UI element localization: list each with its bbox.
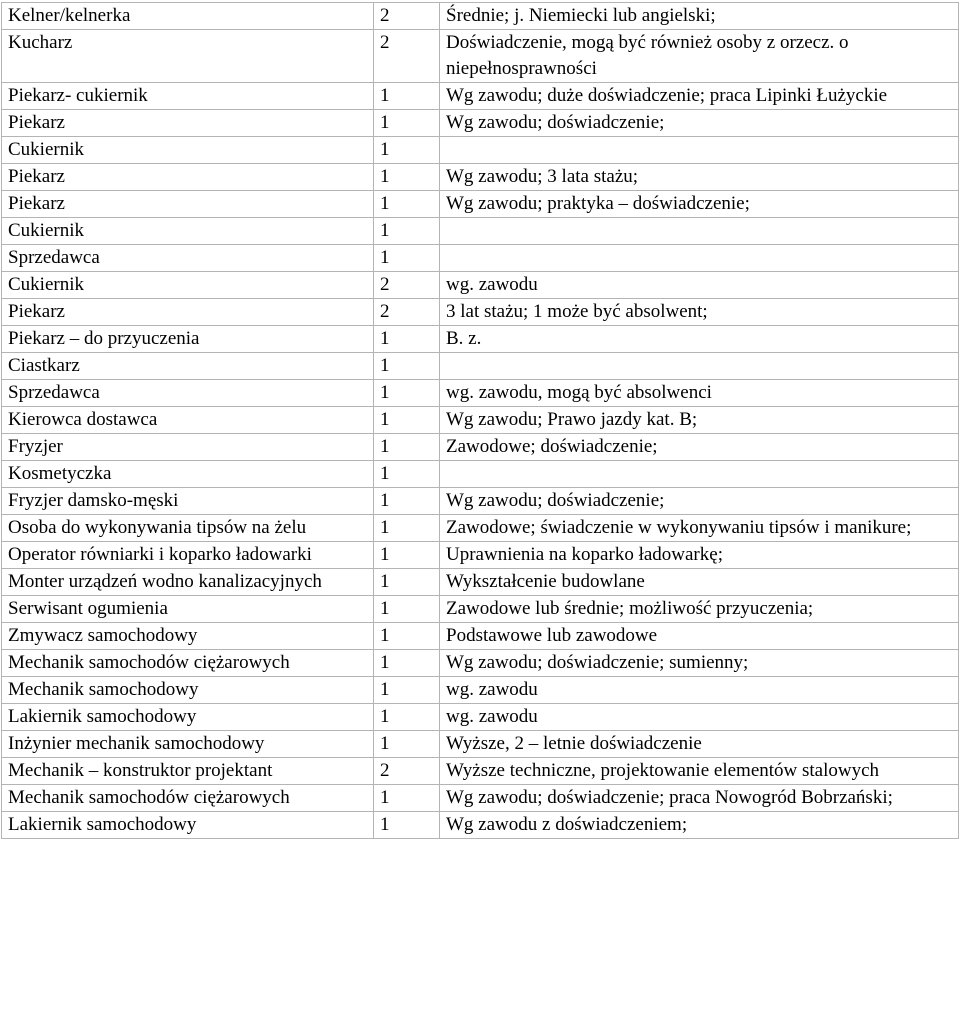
- count-cell: 2: [374, 272, 440, 299]
- count-cell: 1: [374, 83, 440, 110]
- table-row: [2, 83, 959, 110]
- position-cell: Mechanik samochodowy: [2, 677, 374, 704]
- table-row: [2, 569, 959, 596]
- count-cell: 1: [374, 569, 440, 596]
- count-cell: 2: [374, 3, 440, 30]
- count-cell: 1: [374, 164, 440, 191]
- requirements-cell: wg. zawodu: [440, 272, 959, 299]
- requirements-cell: [440, 245, 959, 272]
- requirements-cell: Wg zawodu; doświadczenie; praca Nowogród Bobrzański;: [440, 785, 959, 812]
- count-cell: 2: [374, 758, 440, 785]
- position-cell: Ciastkarz: [2, 353, 374, 380]
- count-cell: 1: [374, 218, 440, 245]
- requirements-cell: Podstawowe lub zawodowe: [440, 623, 959, 650]
- count-cell: 1: [374, 596, 440, 623]
- requirements-cell: Wg zawodu; doświadczenie;: [440, 110, 959, 137]
- position-cell: Mechanik samochodów ciężarowych: [2, 650, 374, 677]
- table-row: [2, 434, 959, 461]
- requirements-cell: wg. zawodu: [440, 704, 959, 731]
- requirements-cell: [440, 218, 959, 245]
- table-row: [2, 299, 959, 326]
- position-cell: Cukiernik: [2, 218, 374, 245]
- count-cell: 1: [374, 245, 440, 272]
- requirements-cell: Wg zawodu; 3 lata stażu;: [440, 164, 959, 191]
- count-cell: 2: [374, 299, 440, 326]
- count-cell: 1: [374, 785, 440, 812]
- requirements-cell: Wg zawodu; Prawo jazdy kat. B;: [440, 407, 959, 434]
- position-cell: Serwisant ogumienia: [2, 596, 374, 623]
- table-row: [2, 677, 959, 704]
- requirements-cell: Średnie; j. Niemiecki lub angielski;: [440, 3, 959, 30]
- count-cell: 2: [374, 30, 440, 83]
- position-cell: Osoba do wykonywania tipsów na żelu: [2, 515, 374, 542]
- requirements-cell: Zawodowe; doświadczenie;: [440, 434, 959, 461]
- requirements-cell: Wyższe, 2 – letnie doświadczenie: [440, 731, 959, 758]
- position-cell: Piekarz: [2, 164, 374, 191]
- requirements-cell: Wg zawodu; doświadczenie;: [440, 488, 959, 515]
- requirements-cell: Zawodowe; świadczenie w wykonywaniu tipsów i manikure;: [440, 515, 959, 542]
- table-row: [2, 407, 959, 434]
- position-cell: Kosmetyczka: [2, 461, 374, 488]
- count-cell: 1: [374, 542, 440, 569]
- table-row: [2, 704, 959, 731]
- position-cell: Piekarz – do przyuczenia: [2, 326, 374, 353]
- requirements-cell: Wg zawodu; duże doświadczenie; praca Lipinki Łużyckie: [440, 83, 959, 110]
- position-cell: Mechanik samochodów ciężarowych: [2, 785, 374, 812]
- job-offers-table: [1, 2, 959, 839]
- count-cell: 1: [374, 326, 440, 353]
- count-cell: 1: [374, 731, 440, 758]
- table-row: [2, 272, 959, 299]
- table-row: [2, 542, 959, 569]
- table-row: [2, 596, 959, 623]
- position-cell: Kierowca dostawca: [2, 407, 374, 434]
- table-row: [2, 326, 959, 353]
- table-row: [2, 731, 959, 758]
- table-row: [2, 164, 959, 191]
- position-cell: Piekarz: [2, 299, 374, 326]
- requirements-cell: [440, 137, 959, 164]
- count-cell: 1: [374, 461, 440, 488]
- table-row: [2, 353, 959, 380]
- table-row: [2, 110, 959, 137]
- position-cell: Cukiernik: [2, 272, 374, 299]
- requirements-cell: Wg zawodu; praktyka – doświadczenie;: [440, 191, 959, 218]
- count-cell: 1: [374, 515, 440, 542]
- table-row: [2, 30, 959, 83]
- position-cell: Mechanik – konstruktor projektant: [2, 758, 374, 785]
- count-cell: 1: [374, 110, 440, 137]
- position-cell: Inżynier mechanik samochodowy: [2, 731, 374, 758]
- table-row: [2, 380, 959, 407]
- table-row: [2, 461, 959, 488]
- requirements-cell: [440, 461, 959, 488]
- table-row: [2, 812, 959, 839]
- requirements-cell: Doświadczenie, mogą być również osoby z orzecz. o niepełnosprawności: [440, 30, 959, 83]
- count-cell: 1: [374, 191, 440, 218]
- requirements-cell: Wg zawodu; doświadczenie; sumienny;: [440, 650, 959, 677]
- requirements-cell: Wykształcenie budowlane: [440, 569, 959, 596]
- position-cell: Piekarz- cukiernik: [2, 83, 374, 110]
- position-cell: Operator równiarki i koparko ładowarki: [2, 542, 374, 569]
- requirements-cell: [440, 353, 959, 380]
- requirements-cell: 3 lat stażu; 1 może być absolwent;: [440, 299, 959, 326]
- count-cell: 1: [374, 407, 440, 434]
- job-offers-body: [2, 3, 959, 839]
- position-cell: Sprzedawca: [2, 380, 374, 407]
- position-cell: Kucharz: [2, 30, 374, 83]
- count-cell: 1: [374, 704, 440, 731]
- count-cell: 1: [374, 380, 440, 407]
- position-cell: Fryzjer: [2, 434, 374, 461]
- table-row: [2, 488, 959, 515]
- table-row: [2, 650, 959, 677]
- requirements-cell: Wg zawodu z doświadczeniem;: [440, 812, 959, 839]
- position-cell: Piekarz: [2, 191, 374, 218]
- count-cell: 1: [374, 137, 440, 164]
- count-cell: 1: [374, 488, 440, 515]
- requirements-cell: wg. zawodu, mogą być absolwenci: [440, 380, 959, 407]
- count-cell: 1: [374, 434, 440, 461]
- requirements-cell: B. z.: [440, 326, 959, 353]
- requirements-cell: wg. zawodu: [440, 677, 959, 704]
- count-cell: 1: [374, 353, 440, 380]
- position-cell: Sprzedawca: [2, 245, 374, 272]
- position-cell: Kelner/kelnerka: [2, 3, 374, 30]
- position-cell: Fryzjer damsko-męski: [2, 488, 374, 515]
- table-row: [2, 3, 959, 30]
- requirements-cell: Zawodowe lub średnie; możliwość przyuczenia;: [440, 596, 959, 623]
- position-cell: Lakiernik samochodowy: [2, 704, 374, 731]
- position-cell: Zmywacz samochodowy: [2, 623, 374, 650]
- table-row: [2, 218, 959, 245]
- table-row: [2, 623, 959, 650]
- table-row: [2, 245, 959, 272]
- table-row: [2, 785, 959, 812]
- position-cell: Piekarz: [2, 110, 374, 137]
- requirements-cell: Wyższe techniczne, projektowanie elementów stalowych: [440, 758, 959, 785]
- requirements-cell: Uprawnienia na koparko ładowarkę;: [440, 542, 959, 569]
- table-row: [2, 137, 959, 164]
- count-cell: 1: [374, 677, 440, 704]
- table-row: [2, 515, 959, 542]
- table-row: [2, 758, 959, 785]
- count-cell: 1: [374, 623, 440, 650]
- position-cell: Cukiernik: [2, 137, 374, 164]
- count-cell: 1: [374, 812, 440, 839]
- position-cell: Lakiernik samochodowy: [2, 812, 374, 839]
- position-cell: Monter urządzeń wodno kanalizacyjnych: [2, 569, 374, 596]
- table-row: [2, 191, 959, 218]
- count-cell: 1: [374, 650, 440, 677]
